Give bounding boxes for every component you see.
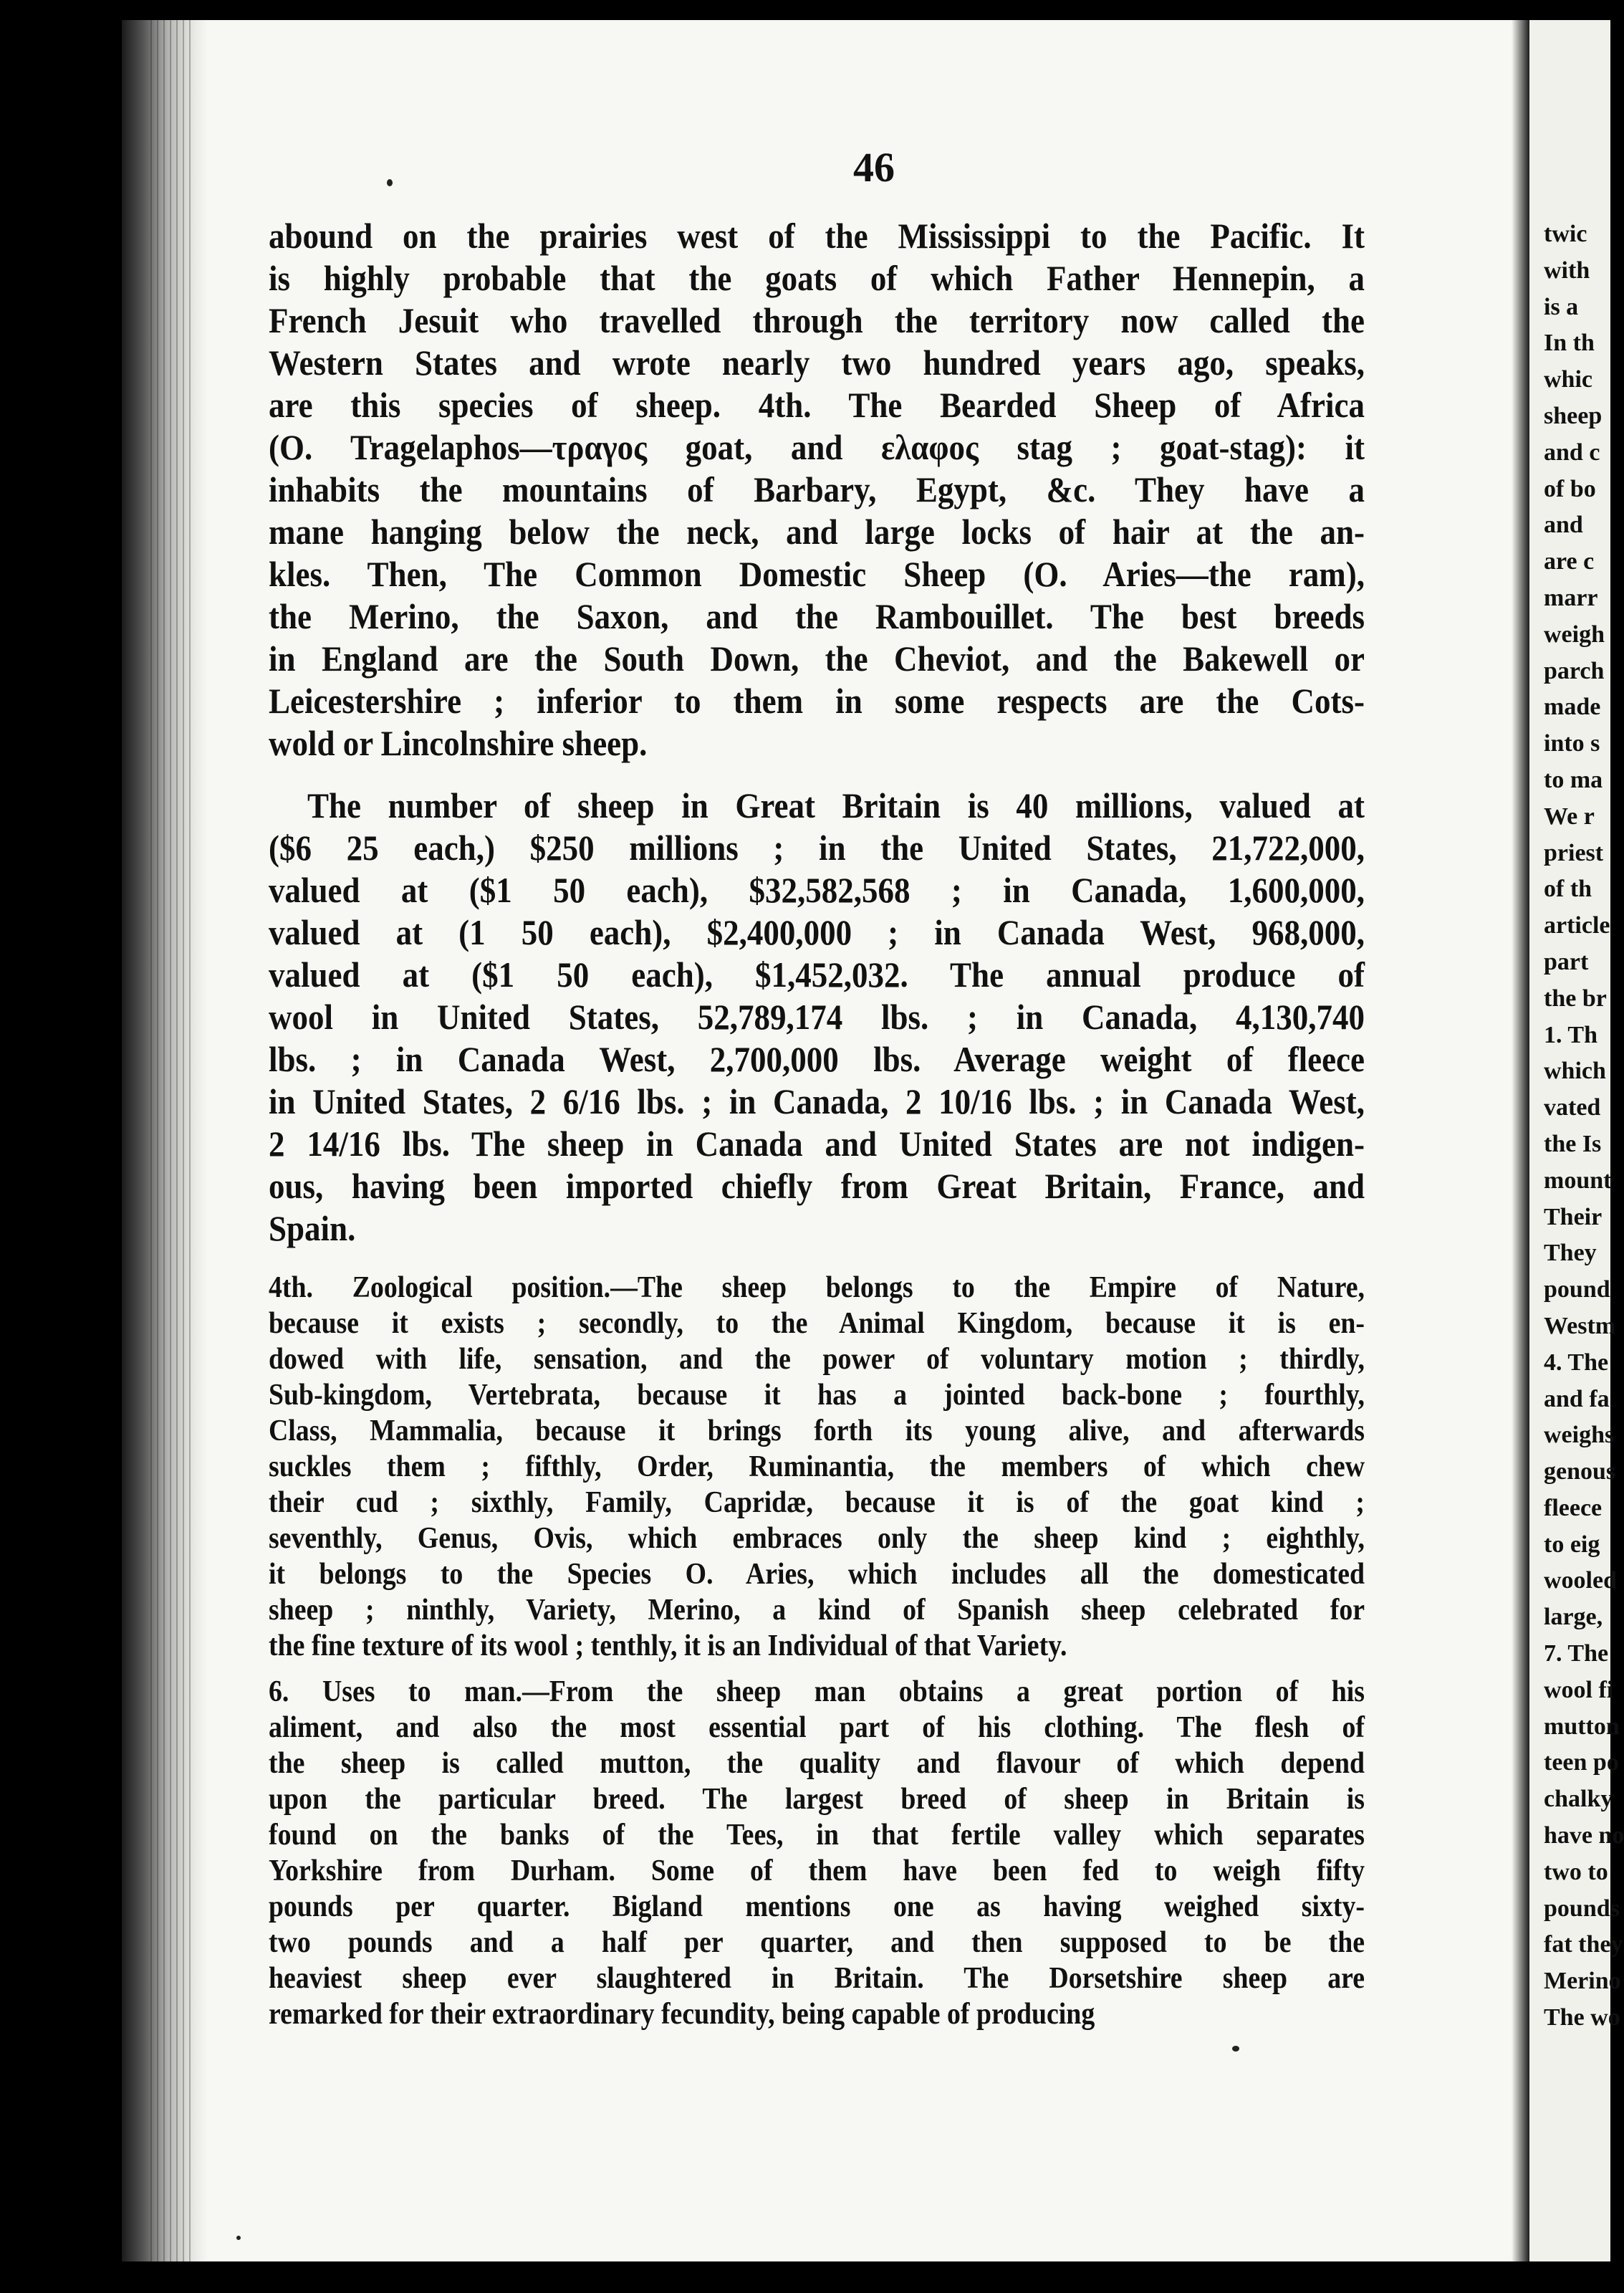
text-line: 2 14/16 lbs. The sheep in Canada and United States are not indigen- [269, 1124, 1365, 1164]
paragraph-zoological [269, 1270, 1365, 1664]
facing-page-fragment: into s [1544, 730, 1600, 757]
facing-page-fragment: fat they [1544, 1931, 1623, 1958]
text-line: aliment, and also the most essential part of his clothing. The flesh of [269, 1711, 1365, 1744]
facing-page-fragment: are c [1544, 548, 1595, 575]
text-line: mane hanging below the neck, and large locks of hair at the an- [269, 512, 1365, 552]
facing-page-fragment: sheep [1544, 402, 1603, 429]
text-line: the Merino, the Saxon, and the Rambouillet. The best breeds [269, 596, 1365, 636]
text-line: French Jesuit who travelled through the territory now called the [269, 300, 1365, 340]
text-line: heaviest sheep ever slaughtered in Britain. The Dorsetshire sheep are [269, 1962, 1365, 1995]
text-line: is highly probable that the goats of which Father Hennepin, a [269, 258, 1365, 298]
facing-page-fragment: genous [1544, 1458, 1616, 1485]
facing-page-fragment: large, [1544, 1604, 1603, 1631]
facing-page-fragment: weigh [1544, 621, 1605, 648]
text-line: Sub-kingdom, Vertebrata, because it has a jointed back-bone ; fourthly, [269, 1379, 1365, 1412]
facing-page-fragment: They [1544, 1240, 1597, 1267]
text-line: sheep ; ninthly, Variety, Merino, a kind of Spanish sheep celebrated for [269, 1594, 1365, 1627]
facing-page-fragment: weighs [1544, 1422, 1615, 1449]
text-line: remarked for their extraordinary fecundity, being capable of producing [269, 1998, 1095, 2031]
facing-page-fragment: article [1544, 912, 1610, 939]
text-line: valued at ($1 50 each), $1,452,032. The annual produce of [269, 954, 1365, 995]
facing-page-fragment: part [1544, 948, 1589, 975]
text-line: the sheep is called mutton, the quality and flavour of which depend [269, 1747, 1365, 1780]
text-line: 4th. Zoological position.—The sheep belongs to the Empire of Nature, [269, 1271, 1365, 1304]
facing-page-fragment: Their [1544, 1203, 1603, 1230]
facing-page-fragment: to eig [1544, 1531, 1600, 1558]
page-body [269, 215, 1365, 2032]
facing-page-text [1544, 216, 1624, 2036]
text-line: ($6 25 each,) $250 millions ; in the United States, 21,722,000, [269, 828, 1365, 868]
text-line: pounds per quarter. Bigland mentions one as having weighed sixty- [269, 1890, 1365, 1923]
facing-page-fragment: marr [1544, 584, 1598, 611]
page-binding-edge [122, 20, 208, 2261]
text-line: in United States, 2 6/16 lbs. ; in Canada, 2 10/16 lbs. ; in Canada West, [269, 1081, 1365, 1121]
text-line: (O. Tragelaphos—τραγος goat, and ελαφος stag ; goat-stag): it [269, 427, 1365, 467]
facing-page-fragment: and c [1544, 439, 1600, 466]
facing-page-fragment: and [1544, 512, 1583, 539]
paragraph-uses [269, 1674, 1365, 2032]
text-line: are this species of sheep. 4th. The Bearded Sheep of Africa [269, 385, 1365, 425]
text-line: Spain. [269, 1208, 356, 1248]
text-line: ous, having been imported chiefly from Great Britain, France, and [269, 1166, 1365, 1206]
text-line: dowed with life, sensation, and the power of voluntary motion ; thirdly, [269, 1343, 1365, 1376]
paragraph-p2 [269, 785, 1365, 1250]
facing-page-fragment: and fa [1544, 1385, 1610, 1412]
paragraph-p1 [269, 215, 1365, 765]
page-number: 46 [853, 144, 895, 191]
text-line: kles. Then, The Common Domestic Sheep (O. Aries—the ram), [269, 554, 1365, 594]
facing-page-fragment: to ma [1544, 766, 1603, 793]
text-line: abound on the prairies west of the Mississippi to the Pacific. It [269, 216, 1365, 256]
text-line: inhabits the mountains of Barbary, Egypt, &c. They have a [269, 469, 1365, 509]
text-line: Leicestershire ; inferior to them in some respects are the Cots- [269, 681, 1365, 721]
print-speck [236, 2236, 241, 2240]
text-line: valued at ($1 50 each), $32,582,568 ; in Canada, 1,600,000, [269, 870, 1365, 910]
print-speck [1232, 2046, 1239, 2052]
facing-page-fragment: twic [1544, 221, 1587, 247]
facing-page-fragment: We r [1544, 803, 1595, 830]
text-line: their cud ; sixthly, Family, Capridæ, because it is of the goat kind ; [269, 1486, 1365, 1519]
text-line: in England are the South Down, the Cheviot, and the Bakewell or [269, 638, 1365, 679]
text-line: Yorkshire from Durham. Some of them have been fed to weigh fifty [269, 1854, 1365, 1887]
page-gutter-shadow [1512, 20, 1529, 2261]
facing-page-fragment: whic [1544, 366, 1592, 393]
text-line: Western States and wrote nearly two hundred years ago, speaks, [269, 343, 1365, 383]
facing-page-fragment: pounds [1544, 1895, 1620, 1922]
facing-page-fragment: Merino [1544, 1968, 1621, 1995]
facing-page-fragment: In th [1544, 330, 1595, 357]
text-line: because it exists ; secondly, to the Animal Kingdom, because it is en- [269, 1307, 1365, 1340]
facing-page-fragment: the Is [1544, 1130, 1602, 1157]
facing-page-fragment: two to [1544, 1858, 1608, 1885]
facing-page-fragment: which [1544, 1058, 1606, 1085]
small-print-section [269, 1270, 1365, 2032]
facing-page-fragment: made [1544, 694, 1601, 721]
facing-page-fragment: teen po [1544, 1749, 1619, 1776]
facing-page-fragment: priest [1544, 839, 1604, 866]
text-line: valued at (1 50 each), $2,400,000 ; in Canada West, 968,000, [269, 912, 1365, 952]
facing-page-fragment: The wo [1544, 2004, 1620, 2031]
text-line: seventhly, Genus, Ovis, which embraces only the sheep kind ; eighthly, [269, 1522, 1365, 1555]
text-line: found on the banks of the Tees, in that fertile valley which separates [269, 1819, 1365, 1852]
facing-page-fragment: vated [1544, 1094, 1601, 1121]
facing-page-fragment: of bo [1544, 475, 1596, 502]
facing-page-fragment: pound [1544, 1276, 1610, 1303]
facing-page-fragment: 4. The [1544, 1349, 1609, 1376]
facing-page-fragment: the br [1544, 985, 1607, 1012]
print-speck [387, 179, 393, 186]
facing-page-fragment: with [1544, 257, 1590, 284]
facing-page-fragment: Westm [1544, 1312, 1616, 1339]
text-line: the fine texture of its wool ; tenthly, it is an Individual of that Variety. [269, 1629, 1067, 1662]
facing-page-fragment: fleece [1544, 1494, 1603, 1521]
facing-page-fragment: 1. Th [1544, 1021, 1597, 1048]
text-line: two pounds and a half per quarter, and then supposed to be the [269, 1926, 1365, 1959]
facing-page-fragment: wool fi [1544, 1676, 1614, 1703]
facing-page-fragment: 7. The [1544, 1640, 1609, 1667]
facing-page-fragment: wooled [1544, 1567, 1617, 1594]
text-line: suckles them ; fifthly, Order, Ruminantia, the members of which chew [269, 1450, 1365, 1483]
facing-page-fragment: is a [1544, 293, 1579, 320]
facing-page-fragment: mutton [1544, 1713, 1620, 1740]
text-line: upon the particular breed. The largest breed of sheep in Britain is [269, 1783, 1365, 1816]
text-line: 6. Uses to man.—From the sheep man obtains a great portion of his [269, 1675, 1365, 1708]
text-line: wool in United States, 52,789,174 lbs. ; in Canada, 4,130,740 [269, 997, 1365, 1037]
facing-page-fragment: chalky [1544, 1786, 1613, 1813]
text-line: lbs. ; in Canada West, 2,700,000 lbs. Average weight of fleece [269, 1039, 1365, 1079]
facing-page-fragment: parch [1544, 657, 1605, 684]
facing-page-fragment: mount [1544, 1167, 1612, 1194]
text-line: The number of sheep in Great Britain is 40 millions, valued at [307, 785, 1365, 825]
text-line: it belongs to the Species O. Aries, which includes all the domesticated [269, 1558, 1365, 1591]
text-line: Class, Mammalia, because it brings forth its young alive, and afterwards [269, 1414, 1365, 1447]
facing-page-fragment: have no [1544, 1822, 1624, 1849]
text-line: wold or Lincolnshire sheep. [269, 723, 648, 763]
facing-page-fragment: of th [1544, 876, 1592, 903]
